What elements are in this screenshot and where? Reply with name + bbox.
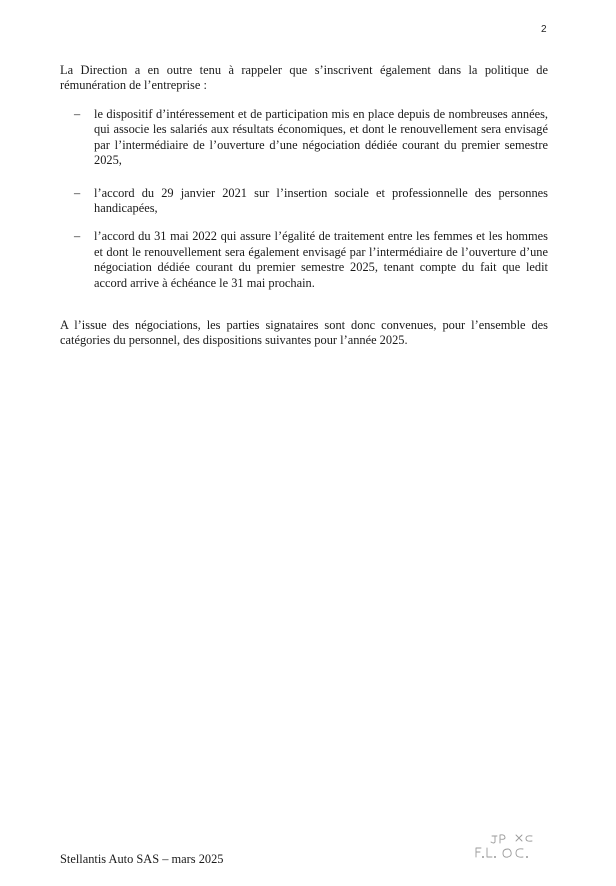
dash-bullet: – (74, 107, 81, 121)
dash-bullet: – (74, 185, 81, 200)
page-footer: Stellantis Auto SAS – mars 2025 (60, 852, 224, 866)
bullet-list (60, 107, 548, 308)
handwritten-initials (470, 830, 550, 870)
list-item-text: le dispositif d’intéressement et de participation mis en place depuis de nombreuses années, qui associe les salariés aux résultats économiques, et dont le renouvellement sera envisagé par l’intermédiaire de l’ouverture d’une négociation dédiée courant du premier semestre 2025, (94, 107, 548, 168)
dash-bullet: – (74, 229, 81, 244)
page-number: 2 (541, 24, 547, 35)
list-item-text: l’accord du 31 mai 2022 qui assure l’égalité de traitement entre les femmes et les hommes et dont le renouvellement sera également envisagé par l’intermédiaire de l’ouverture d’une négociation dédiée courant du premier semestre 2025, tenant compte du fait que ledit accord arrive à échéance le 31 mai prochain. (94, 229, 548, 290)
list-item (60, 186, 548, 217)
list-item (60, 107, 548, 169)
list-item-text: l’accord du 29 janvier 2021 sur l’insertion sociale et professionnelle des personnes handicapées, (94, 185, 548, 216)
conclusion-paragraph: A l’issue des négociations, les parties signataires sont donc convenues, pour l’ensemble des catégories du personnel, des dispositions suivantes pour l’année 2025. (60, 318, 548, 348)
list-item (60, 229, 548, 291)
intro-paragraph: La Direction a en outre tenu à rappeler que s’inscrivent également dans la politique de rémunération de l’entreprise : (60, 63, 548, 93)
